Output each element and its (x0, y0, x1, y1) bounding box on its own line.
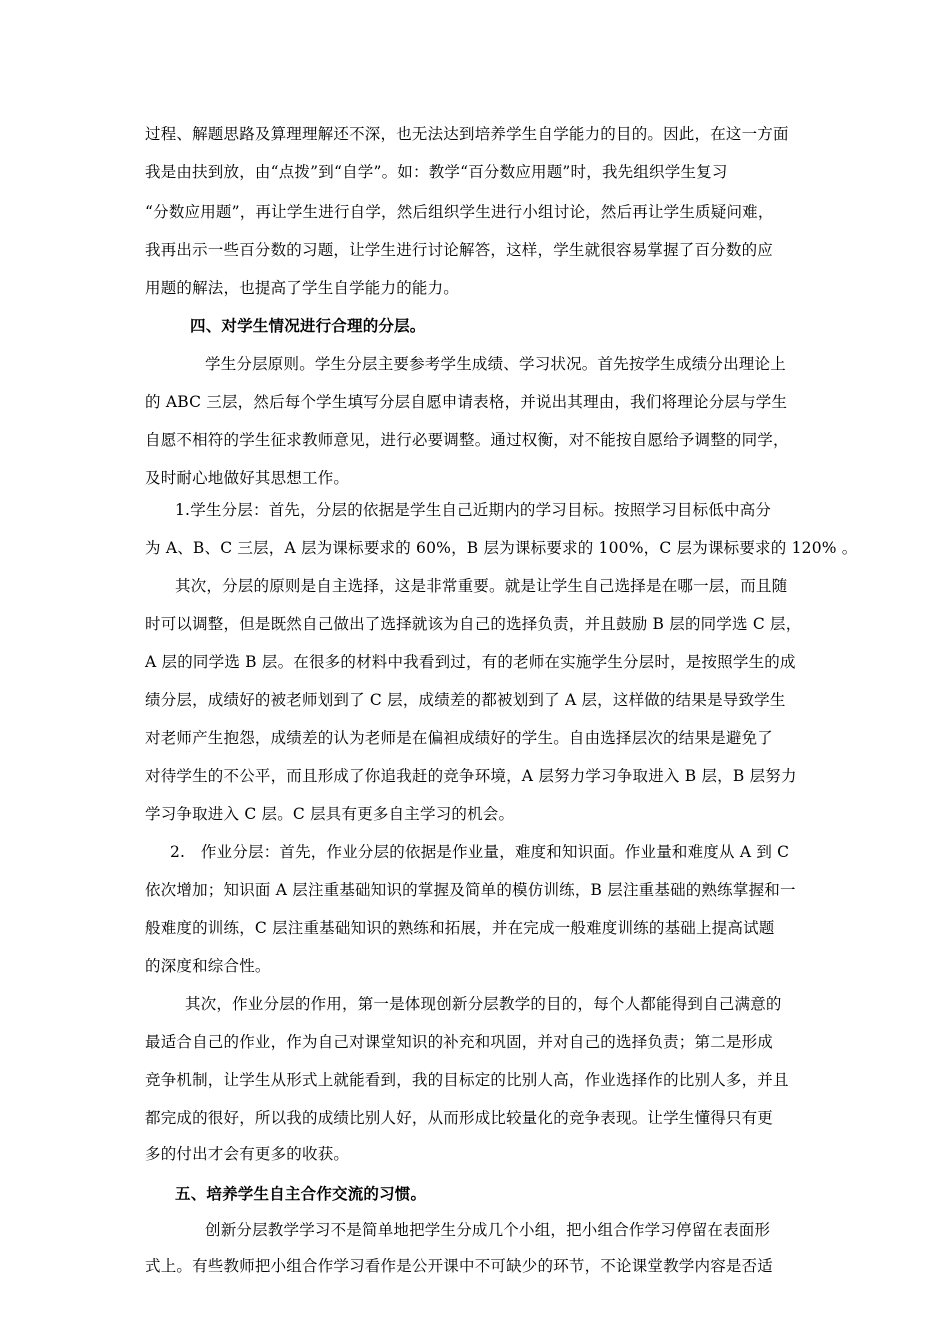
paragraph-line: 其次，作业分层的作用，第一是体现创新分层教学的目的，每个人都能得到自己满意的 (185, 995, 782, 1013)
paragraph-line: 其次，分层的原则是自主选择，这是非常重要。就是让学生自己选择是在哪一层，而且随 (175, 577, 788, 595)
paragraph-line: A 层的同学选 B 层。在很多的材料中我看到过，有的老师在实施学生分层时，是按照学生的成 (145, 653, 796, 671)
list-item-1: 1.学生分层：首先，分层的依据是学生自己近期内的学习目标。按照学习目标低中高分 (175, 501, 772, 519)
paragraph-line: 绩分层，成绩好的被老师划到了 C 层，成绩差的都被划到了 A 层，这样做的结果是导致学生 (145, 691, 786, 709)
paragraph-line: 最适合自己的作业，作为自己对课堂知识的补充和巩固，并对自己的选择负责；第二是形成 (145, 1033, 774, 1051)
paragraph-line: 学生分层原则。学生分层主要参考学生成绩、学习状况。首先按学生成绩分出理论上 (205, 355, 786, 373)
paragraph-line: 的深度和综合性。 (145, 957, 271, 975)
paragraph-line: 用题的解法，也提高了学生自学能力的能力。 (145, 279, 460, 297)
section-heading-4: 四、对学生情况进行合理的分层。 (190, 316, 426, 335)
paragraph-line: 过程、解题思路及算理理解还不深，也无法达到培养学生自学能力的目的。因此，在这一方面 (145, 125, 789, 143)
paragraph-line: 为 A、B、C 三层，A 层为课标要求的 60%，B 层为课标要求的 100%，C 层为课标要求的 120% 。 (145, 539, 858, 557)
paragraph-line: “分数应用题”，再让学生进行自学，然后组织学生进行小组讨论，然后再让学生质疑问难， (145, 203, 774, 221)
paragraph-line: 竞争机制，让学生从形式上就能看到，我的目标定的比别人高，作业选择作的比别人多，并且 (145, 1071, 789, 1089)
paragraph-line: 多的付出才会有更多的收获。 (145, 1145, 350, 1163)
paragraph-line: 及时耐心地做好其思想工作。 (145, 469, 350, 487)
paragraph-line: 自愿不相符的学生征求教师意见，进行必要调整。通过权衡，对不能按自愿给予调整的同学， (145, 431, 789, 449)
paragraph-line: 我再出示一些百分数的习题，让学生进行讨论解答，这样，学生就很容易掌握了百分数的应 (145, 241, 774, 259)
paragraph-line: 的 ABC 三层，然后每个学生填写分层自愿申请表格，并说出其理由，我们将理论分层与学生 (145, 393, 788, 411)
paragraph-line: 学习争取进入 C 层。C 层具有更多自主学习的机会。 (145, 805, 515, 823)
list-item-2: 2. 作业分层：首先，作业分层的依据是作业量，难度和知识面。作业量和难度从 A 到 C (170, 843, 790, 861)
paragraph-line: 时可以调整，但是既然自己做出了选择就该为自己的选择负责，并且鼓励 B 层的同学选 C 层， (145, 615, 802, 633)
paragraph-line: 都完成的很好，所以我的成绩比别人好，从而形成比较量化的竞争表现。让学生懂得只有更 (145, 1109, 774, 1127)
paragraph-line: 对待学生的不公平，而且形成了你追我赶的竞争环境，A 层努力学习争取进入 B 层，B 层努力 (145, 767, 797, 785)
paragraph-line: 式上。有些教师把小组合作学习看作是公开课中不可缺少的环节，不论课堂教学内容是否适 (145, 1257, 774, 1275)
paragraph-line: 依次增加；知识面 A 层注重基础知识的掌握及简单的模仿训练，B 层注重基础的熟练掌握和一 (145, 881, 796, 899)
paragraph-line: 般难度的训练，C 层注重基础知识的熟练和拓展，并在完成一般难度训练的基础上提高试题 (145, 919, 775, 937)
paragraph-line: 我是由扶到放，由“点拨”到“自学”。如：教学“百分数应用题”时，我先组织学生复习 (145, 163, 728, 181)
paragraph-line: 创新分层教学学习不是简单地把学生分成几个小组，把小组合作学习停留在表面形 (205, 1221, 771, 1239)
paragraph-line: 对老师产生抱怨，成绩差的认为老师是在偏袒成绩好的学生。自由选择层次的结果是避免了 (145, 729, 774, 747)
section-heading-5: 五、培养学生自主合作交流的习惯。 (175, 1184, 427, 1203)
